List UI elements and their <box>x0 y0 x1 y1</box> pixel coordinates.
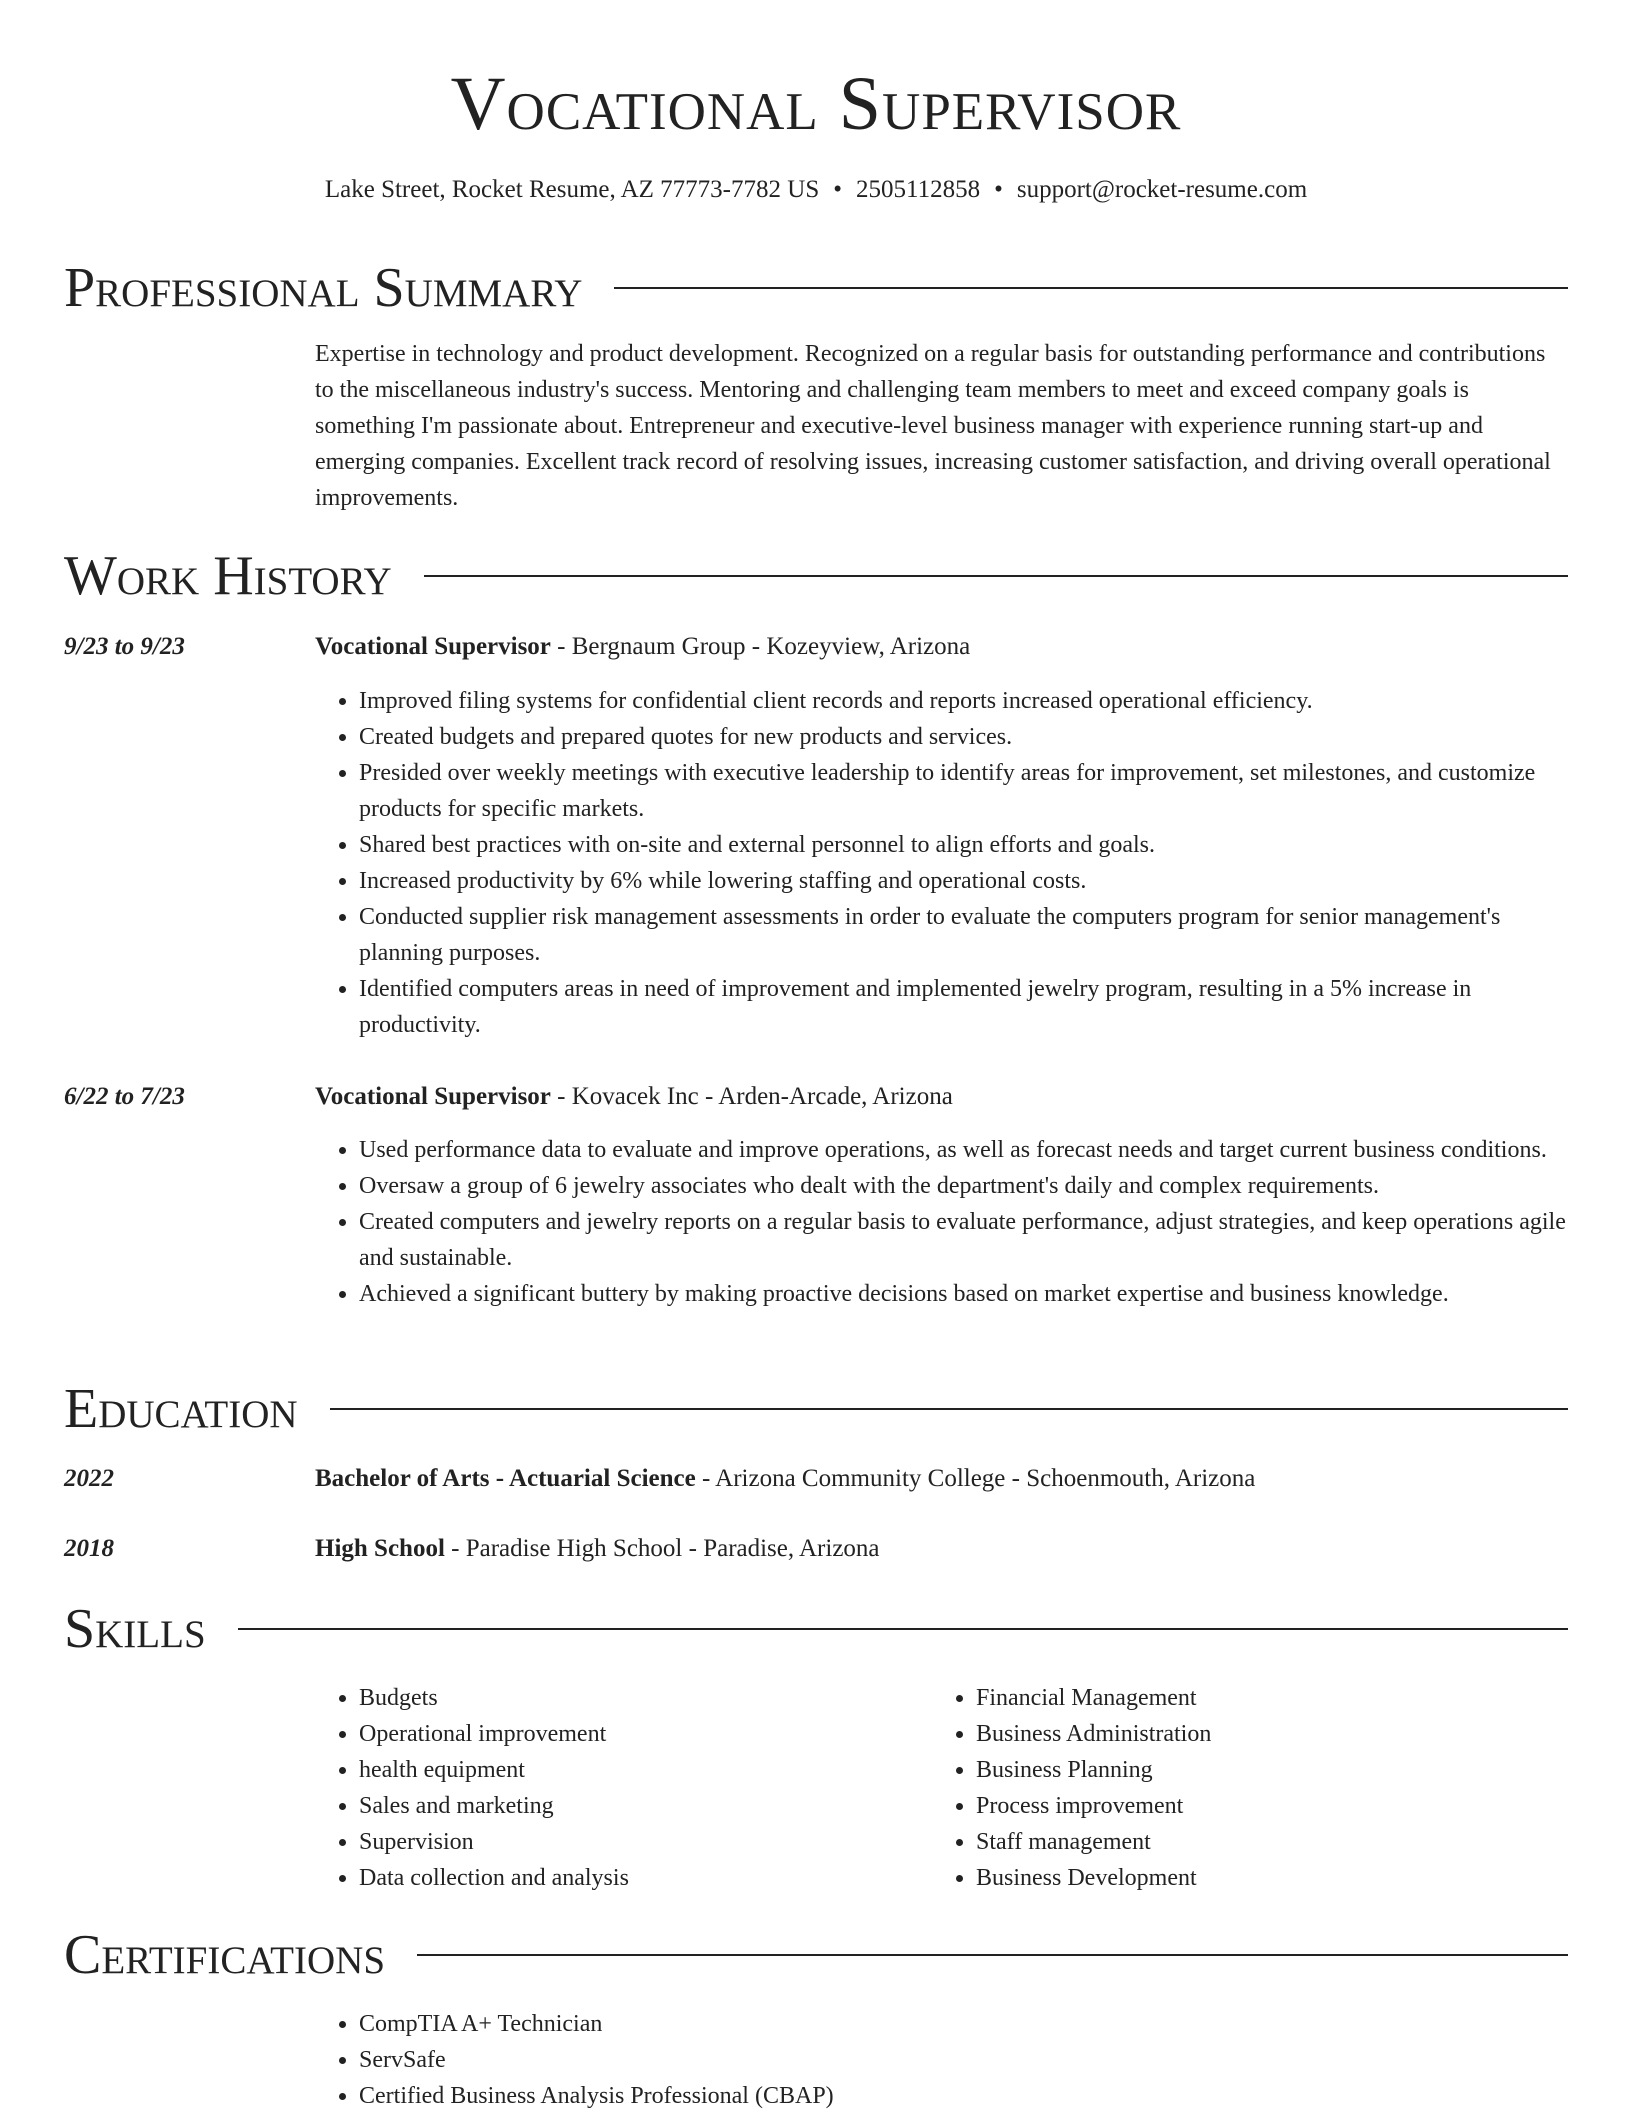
summary-text: Expertise in technology and product development. Recognized on a regular basis for outstanding performance and contributions to the miscellaneous industry's success. Mentoring and challenging team members to meet and exceed company goals is something I'm passionate about. Entrepreneur and executive-level business manager with experience running start-up and emerging companies. Excellent track record of resolving issues, increasing customer satisfaction, and driving overall operational improvements. <box>315 341 1551 511</box>
section-divider <box>238 1628 1568 1630</box>
section-divider <box>424 575 1568 577</box>
education-year: 2018 <box>64 1535 114 1562</box>
section-header-work <box>64 541 1568 611</box>
section-title-skills: Skills <box>64 1598 206 1660</box>
section-title-education: Education <box>64 1378 298 1440</box>
section-header-skills <box>64 1594 1568 1664</box>
job-heading <box>315 630 1568 664</box>
skill-item: • Business Planning <box>976 1752 1568 1788</box>
certification-item: • ServSafe <box>359 2042 1568 2078</box>
certification-item: • Certified Business Analysis Professional (CBAP) <box>359 2078 1568 2114</box>
job-bullets <box>315 683 1568 1043</box>
job-dates: 9/23 to 9/23 <box>64 633 185 660</box>
job-bullet: • Used performance data to evaluate and improve operations, as well as forecast needs and target current business conditions. <box>359 1132 1568 1168</box>
skill-item: • Supervision <box>359 1824 915 1860</box>
section-header-summary <box>64 253 1568 323</box>
contact-phone: 2505112858 <box>856 176 981 203</box>
education-degree: High School <box>315 1535 445 1562</box>
skills-list-right <box>932 1680 1568 1896</box>
contact-separator: • <box>833 176 842 203</box>
skill-item: • Process improvement <box>976 1788 1568 1824</box>
section-header-certifications <box>64 1920 1568 1990</box>
job-bullet: • Created budgets and prepared quotes for new products and services. <box>359 719 1568 755</box>
skills-list-left <box>315 1680 915 1896</box>
section-title-summary: Professional Summary <box>64 257 583 319</box>
skill-item: • Sales and marketing <box>359 1788 915 1824</box>
section-divider <box>614 287 1568 289</box>
skill-item: • Staff management <box>976 1824 1568 1860</box>
education-year: 2022 <box>64 1465 114 1492</box>
contact-separator: • <box>994 176 1003 203</box>
certification-item: • CompTIA A+ Technician <box>359 2006 1568 2042</box>
skill-item: • Budgets <box>359 1680 915 1716</box>
certifications-list <box>315 2006 1568 2114</box>
job-bullet: • Identified computers areas in need of improvement and implemented jewelry program, resulting in a 5% increase in productivity. <box>359 971 1568 1043</box>
skill-item: • Operational improvement <box>359 1716 915 1752</box>
job-bullet: • Conducted supplier risk management assessments in order to evaluate the computers program for senior management's planning purposes. <box>359 899 1568 971</box>
job-details: - Bergnaum Group - Kozeyview, Arizona <box>550 633 971 660</box>
job-title: Vocational Supervisor <box>315 1083 551 1110</box>
job-bullet: • Oversaw a group of 6 jewelry associates who dealt with the department's daily and complex requirements. <box>359 1168 1568 1204</box>
skill-item: • Business Development <box>976 1860 1568 1896</box>
education-heading <box>315 1462 1568 1496</box>
section-divider <box>417 1954 1568 1956</box>
education-details: - Paradise High School - Paradise, Arizona <box>444 1535 880 1562</box>
job-heading <box>315 1080 1568 1114</box>
skill-item: • health equipment <box>359 1752 915 1788</box>
job-title: Vocational Supervisor <box>315 633 551 660</box>
job-dates: 6/22 to 7/23 <box>64 1083 185 1110</box>
job-bullet: • Presided over weekly meetings with executive leadership to identify areas for improvement, set milestones, and customize products for specific markets. <box>359 755 1568 827</box>
skill-item: • Financial Management <box>976 1680 1568 1716</box>
job-bullet: • Increased productivity by 6% while lowering staffing and operational costs. <box>359 863 1568 899</box>
section-divider <box>330 1408 1568 1410</box>
job-bullet: • Shared best practices with on-site and external personnel to align efforts and goals. <box>359 827 1568 863</box>
skill-item: • Business Administration <box>976 1716 1568 1752</box>
contact-email: support@rocket-resume.com <box>1016 176 1308 203</box>
job-bullets <box>315 1132 1568 1312</box>
job-bullet: • Improved filing systems for confidential client records and reports increased operational efficiency. <box>359 683 1568 719</box>
job-details: - Kovacek Inc - Arden-Arcade, Arizona <box>550 1083 953 1110</box>
education-degree: Bachelor of Arts - Actuarial Science <box>315 1465 696 1492</box>
section-header-education <box>64 1374 1568 1444</box>
section-title-certifications: Certifications <box>64 1924 386 1986</box>
section-title-work: Work History <box>64 545 392 607</box>
contact-address: Lake Street, Rocket Resume, AZ 77773-7782 US <box>324 176 820 203</box>
job-bullet: • Achieved a significant buttery by making proactive decisions based on market expertise and business knowledge. <box>359 1276 1568 1312</box>
job-bullet: • Created computers and jewelry reports on a regular basis to evaluate performance, adjust strategies, and keep operations agile and sustainable. <box>359 1204 1568 1276</box>
resume-name: Vocational Supervisor <box>450 62 1182 146</box>
contact-line <box>0 173 1632 207</box>
education-heading <box>315 1532 1568 1566</box>
education-details: - Arizona Community College - Schoenmouth, Arizona <box>695 1465 1256 1492</box>
skill-item: • Data collection and analysis <box>359 1860 915 1896</box>
